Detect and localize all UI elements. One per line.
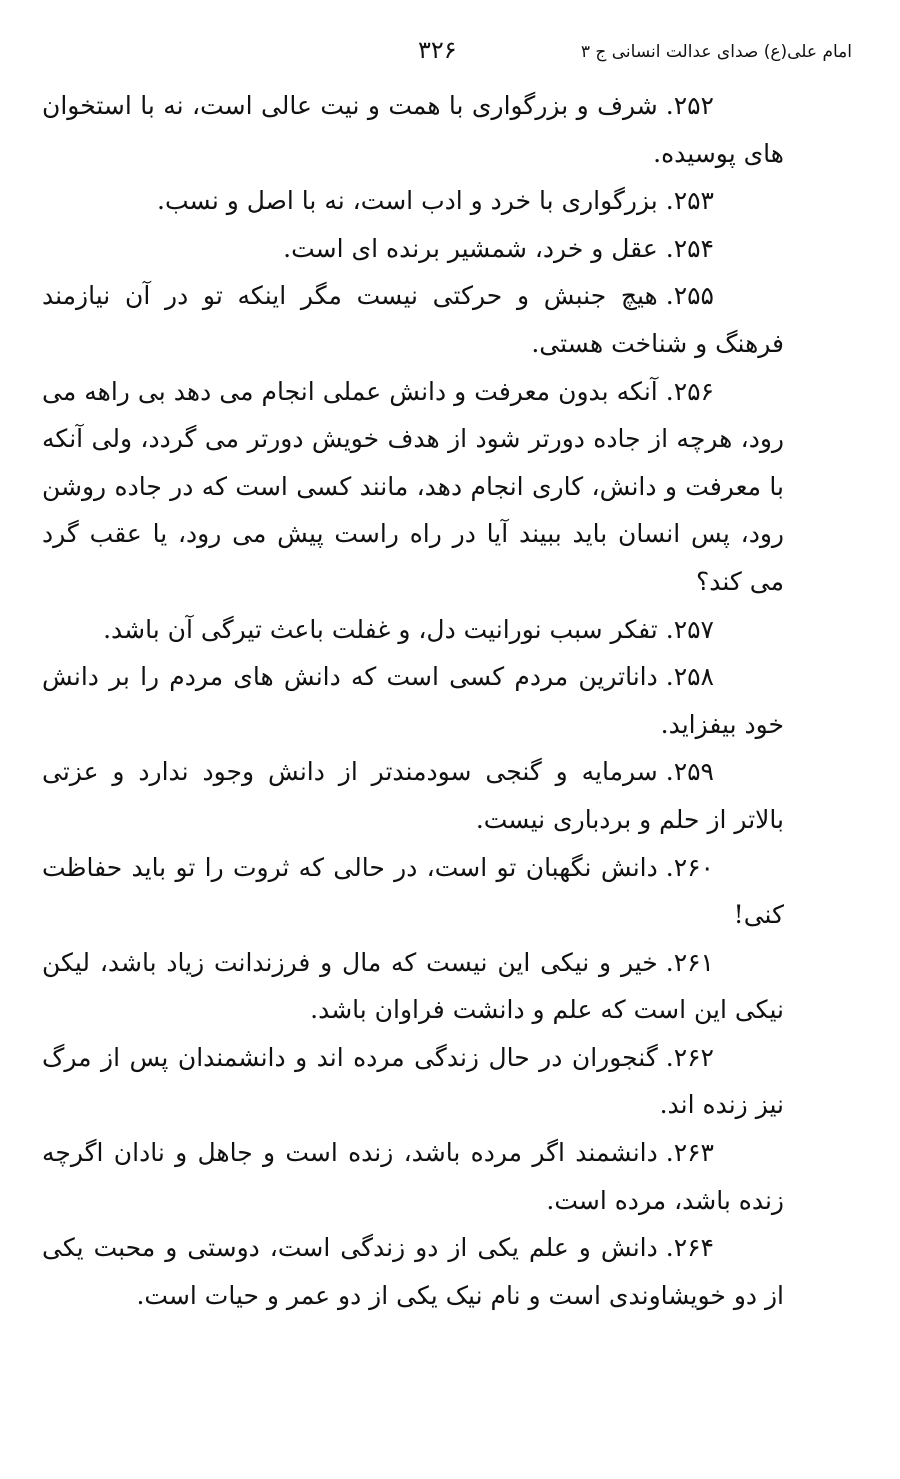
saying-text: خیر و نیکی این نیست که مال و فرزندانت زیاد باشد، لیکن نیکی این است که علم و دانشت فراوان باشد. [42, 947, 784, 1025]
page-header [0, 34, 900, 74]
saying-number: ۲۵۵. [665, 281, 714, 311]
saying-number: ۲۵۶. [665, 376, 714, 406]
saying-text: دانش و علم یکی از دو زندگی است، دوستی و محبت یکی از دو خویشاوندی است و نام نیک یکی از دو عمر و حیات است. [42, 1233, 784, 1310]
saying-number: ۲۵۴. [665, 233, 714, 263]
saying-number: ۲۵۳. [665, 186, 714, 216]
saying-text: تفکر سبب نورانیت دل، و غفلت باعث تیرگی آن باشد. [103, 614, 658, 644]
saying-number: ۲۵۷. [665, 614, 714, 644]
saying-text: شرف و بزرگواری با همت و نیت عالی است، نه با استخوان های پوسیده. [42, 91, 784, 168]
saying-257 [42, 606, 784, 654]
saying-259 [42, 748, 784, 843]
saying-text: دانشمند اگر مرده باشد، زنده است و جاهل و نادان اگرچه زنده باشد، مرده است. [42, 1138, 784, 1215]
saying-number: ۲۶۲. [665, 1042, 714, 1072]
saying-number: ۲۶۴. [665, 1233, 714, 1263]
saying-text: دانش نگهبان تو است، در حالی که ثروت را تو باید حفاظت کنی! [42, 852, 784, 930]
saying-number: ۲۵۹. [665, 757, 714, 787]
saying-252 [42, 82, 784, 177]
saying-253 [42, 177, 784, 225]
saying-text: داناترین مردم کسی است که دانش های مردم را بر دانش خود بیفزاید. [42, 662, 784, 739]
saying-number: ۲۵۲. [665, 91, 714, 120]
saying-260 [42, 844, 784, 939]
saying-256 [42, 368, 784, 606]
saying-254 [42, 225, 784, 273]
saying-number: ۲۶۳. [665, 1138, 714, 1168]
saying-text: سرمایه و گنجی سودمندتر از دانش وجود ندارد و عزتی بالاتر از حلم و بردباری نیست. [42, 757, 784, 834]
saying-number: ۲۶۱. [665, 947, 714, 977]
saying-264 [42, 1224, 784, 1319]
saying-text: بزرگواری با خرد و ادب است، نه با اصل و نسب. [157, 186, 658, 216]
saying-number: ۲۵۸. [665, 662, 714, 692]
saying-text: هیچ جنبش و حرکتی نیست مگر اینکه تو در آن نیازمند فرهنگ و شناخت هستی. [42, 281, 784, 358]
saying-text: آنکه بدون معرفت و دانش عملی انجام می دهد بی راهه می رود، هرچه از جاده دورتر شود از هدف خویش دورتر می گردد، ولی آنکه با معرفت و دانش، کاری انجام دهد، مانند کسی است که در جاده روشن رود، پس انسان باید ببیند آیا در راه راست پیش می رود، یا عقب گرد می کند؟ [42, 376, 784, 596]
saying-262 [42, 1034, 784, 1129]
page-body [42, 82, 784, 1319]
saying-263 [42, 1129, 784, 1224]
saying-text: گنجوران در حال زندگی مرده اند و دانشمندان پس از مرگ نیز زنده اند. [42, 1042, 784, 1120]
saying-text: عقل و خرد، شمشیر برنده ای است. [283, 233, 658, 263]
running-header-title: امام علی(ع) صدای عدالت انسانی ج ۳ [580, 42, 852, 62]
saying-261 [42, 939, 784, 1034]
saying-number: ۲۶۰. [665, 852, 714, 882]
page-number: ۳۲۶ [418, 36, 457, 64]
saying-255 [42, 272, 784, 367]
saying-258 [42, 653, 784, 748]
